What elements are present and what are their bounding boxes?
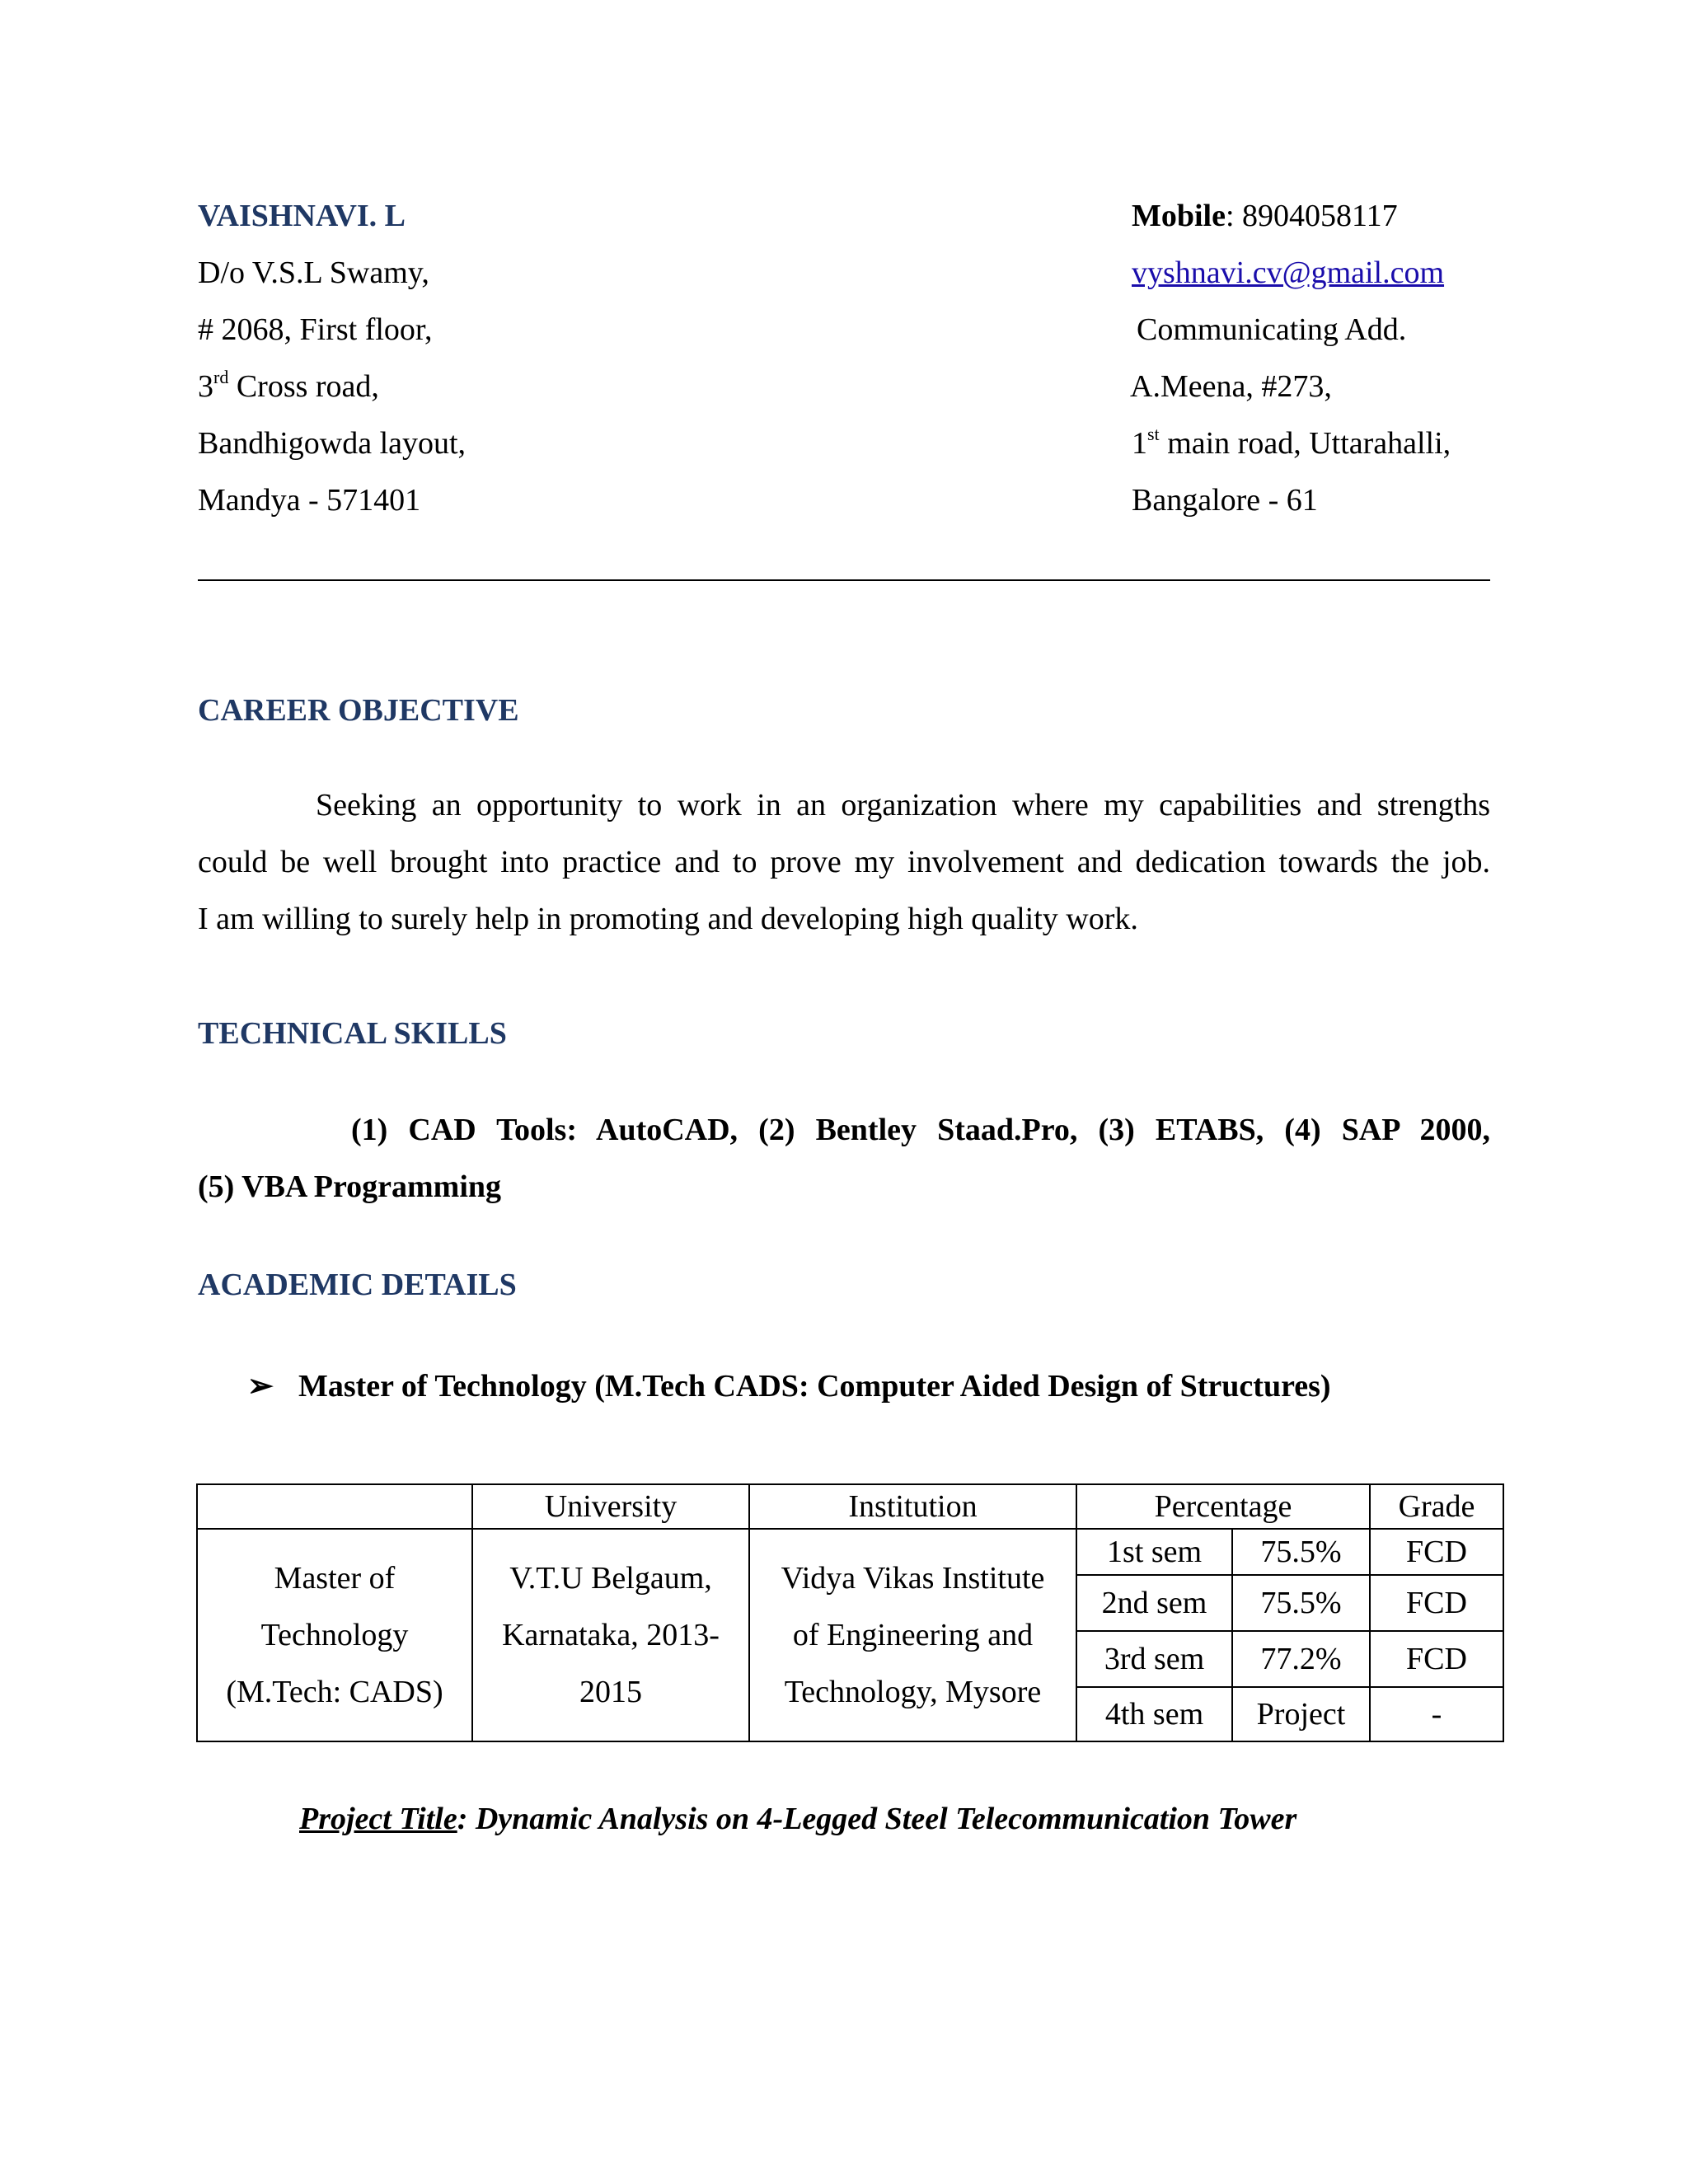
academic-details-heading: ACADEMIC DETAILS bbox=[198, 1268, 517, 1302]
communicating-address-line-1: A.Meena, #273, bbox=[1130, 369, 1332, 404]
grade-cell: - bbox=[1370, 1687, 1503, 1741]
percentage-cell: 77.2% bbox=[1232, 1631, 1370, 1687]
table-header-row bbox=[197, 1484, 1503, 1529]
address-line-2: # 2068, First floor, bbox=[198, 312, 433, 347]
objective-line-1: Seeking an opportunity to work in an organization where my capabilities and strengths bbox=[316, 788, 1490, 823]
degree-cell: Master of Technology (M.Tech: CADS) bbox=[197, 1529, 472, 1741]
project-title-text: : Dynamic Analysis on 4-Legged Steel Telecommunication Tower bbox=[457, 1802, 1297, 1836]
objective-line-2: could be well brought into practice and to prove my involvement and dedication towards the job. bbox=[198, 845, 1490, 879]
semester-cell: 2nd sem bbox=[1076, 1575, 1232, 1631]
technical-skills-heading: TECHNICAL SKILLS bbox=[198, 1016, 507, 1051]
address-line-3: 3rd Cross road, bbox=[198, 367, 379, 404]
project-title-label: Project Title bbox=[299, 1802, 457, 1836]
communicating-address-line-2: 1st main road, Uttarahalli, bbox=[1132, 424, 1451, 461]
mobile-value: : 8904058117 bbox=[1225, 199, 1398, 233]
communicating-address-label: Communicating Add. bbox=[1137, 312, 1407, 347]
email-link[interactable]: vyshnavi.cv@gmail.com bbox=[1132, 255, 1445, 290]
university-cell: V.T.U Belgaum, Karnataka, 2013- 2015 bbox=[472, 1529, 749, 1741]
header-university: University bbox=[472, 1484, 749, 1529]
grade-cell: FCD bbox=[1370, 1529, 1503, 1575]
header-blank bbox=[197, 1484, 472, 1529]
objective-line-3: I am willing to surely help in promoting and developing high quality work. bbox=[198, 902, 1138, 936]
percentage-cell: 75.5% bbox=[1232, 1575, 1370, 1631]
technical-skills-text bbox=[198, 1102, 1490, 1216]
address-line-4: Bandhigowda layout, bbox=[198, 426, 467, 461]
mobile-line bbox=[1132, 196, 1398, 236]
grade-cell: FCD bbox=[1370, 1575, 1503, 1631]
skills-line-1: (1) CAD Tools: AutoCAD, (2) Bentley Staad.Pro, (3) ETABS, (4) SAP 2000, bbox=[351, 1113, 1490, 1147]
semester-cell: 1st sem bbox=[1076, 1529, 1232, 1575]
candidate-name: VAISHNAVI. L bbox=[198, 199, 406, 233]
career-objective-heading: CAREER OBJECTIVE bbox=[198, 693, 519, 728]
academic-table bbox=[196, 1483, 1504, 1742]
project-title bbox=[299, 1799, 1296, 1839]
header-percentage: Percentage bbox=[1076, 1484, 1370, 1529]
skills-line-2: (5) VBA Programming bbox=[198, 1169, 502, 1204]
percentage-cell: Project bbox=[1232, 1687, 1370, 1741]
arrow-bullet-icon: ➢ bbox=[247, 1369, 274, 1404]
header-grade: Grade bbox=[1370, 1484, 1503, 1529]
career-objective-text bbox=[198, 777, 1490, 948]
address-line-5: Mandya - 571401 bbox=[198, 483, 421, 518]
institution-cell: Vidya Vikas Institute of Engineering and Technology, Mysore bbox=[749, 1529, 1076, 1741]
mobile-label: Mobile bbox=[1132, 199, 1226, 233]
communicating-address-line-3: Bangalore - 61 bbox=[1132, 483, 1318, 518]
degree-title: Master of Technology (M.Tech CADS: Computer Aided Design of Structures) bbox=[298, 1369, 1331, 1404]
percentage-cell: 75.5% bbox=[1232, 1529, 1370, 1575]
table-row bbox=[197, 1529, 1503, 1575]
grade-cell: FCD bbox=[1370, 1631, 1503, 1687]
semester-cell: 4th sem bbox=[1076, 1687, 1232, 1741]
header-divider bbox=[198, 579, 1490, 581]
header-institution: Institution bbox=[749, 1484, 1076, 1529]
degree-bullet bbox=[247, 1366, 1331, 1406]
semester-cell: 3rd sem bbox=[1076, 1631, 1232, 1687]
address-line-1: D/o V.S.L Swamy, bbox=[198, 255, 429, 290]
